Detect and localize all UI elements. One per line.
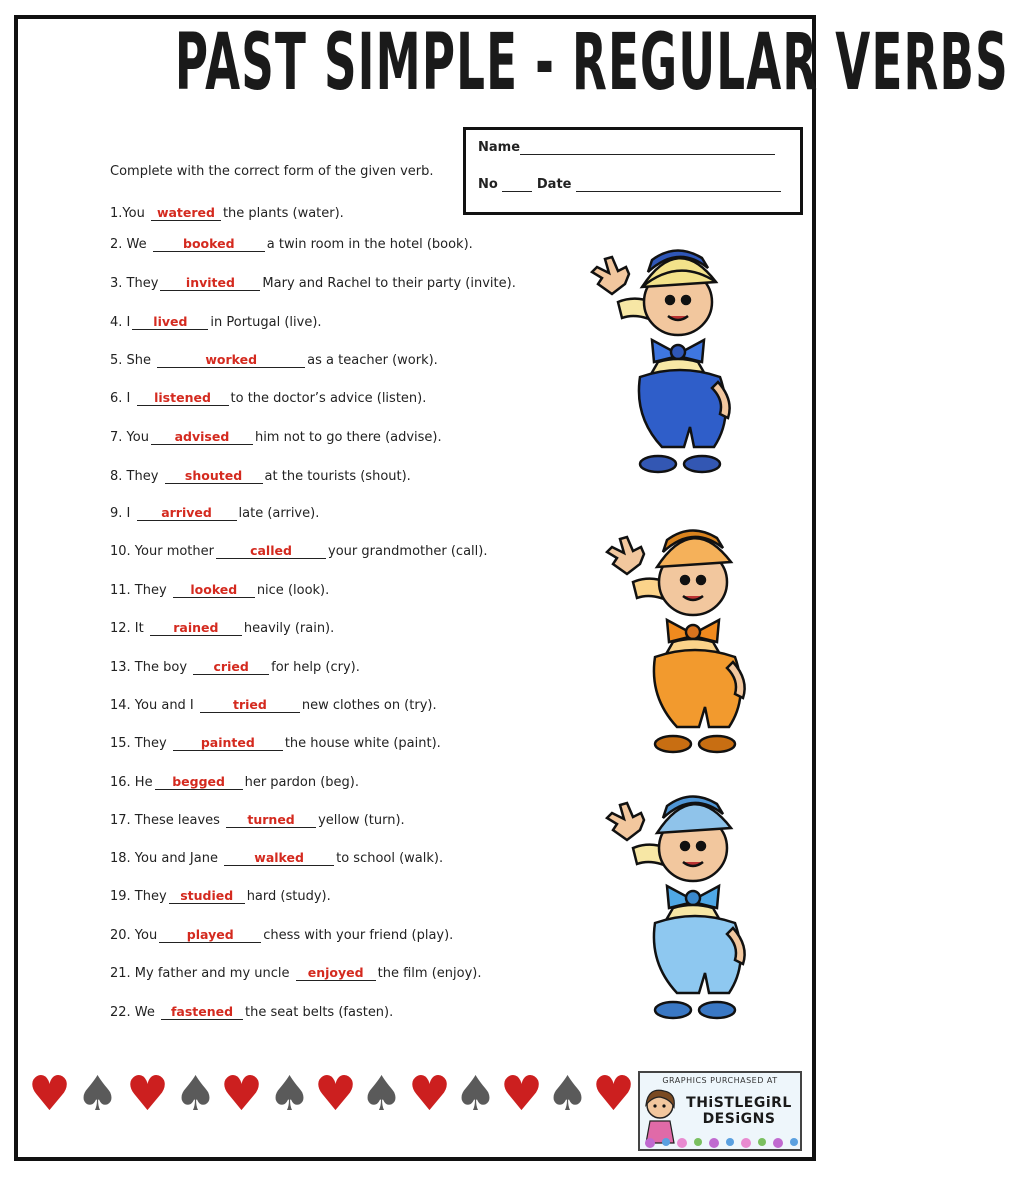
exercise-item xyxy=(110,735,441,753)
heart-icon: ♥ xyxy=(126,1066,170,1122)
exercise-prompt: 16. He xyxy=(110,775,153,790)
exercise-item xyxy=(110,697,437,715)
answer-blank[interactable]: played xyxy=(159,928,261,943)
spade-icon: ♠ xyxy=(76,1066,120,1122)
heart-icon: ♥ xyxy=(592,1066,636,1122)
exercise-item xyxy=(110,620,334,638)
boy-figure-lightblue xyxy=(605,778,760,1028)
exercise-remainder: the house white (paint). xyxy=(284,736,441,751)
exercise-prompt: 8. They xyxy=(110,469,163,484)
heart-icon: ♥ xyxy=(314,1066,358,1122)
exercise-prompt: 18. You and Jane xyxy=(110,851,223,866)
spade-icon: ♠ xyxy=(546,1066,590,1122)
name-field[interactable] xyxy=(520,142,775,155)
exercise-prompt: 10. Your mother xyxy=(110,544,214,559)
suits-border xyxy=(28,1066,638,1126)
exercise-item xyxy=(110,774,359,792)
boy-figure-blue xyxy=(590,232,745,482)
date-label: Date xyxy=(536,177,572,192)
exercise-prompt: 6. I xyxy=(110,391,135,406)
answer-blank[interactable]: looked xyxy=(173,583,255,598)
logo-text xyxy=(674,1095,804,1127)
answer-blank[interactable]: enjoyed xyxy=(296,966,376,981)
exercise-prompt: 12. It xyxy=(110,621,148,636)
answer-blank[interactable]: painted xyxy=(173,736,283,751)
answer-blank[interactable]: turned xyxy=(226,813,316,828)
answer-blank[interactable]: begged xyxy=(155,775,243,790)
exercise-prompt: 14. You and I xyxy=(110,698,198,713)
exercise-item xyxy=(110,314,322,332)
thistlegirl-logo xyxy=(638,1071,802,1151)
exercise-prompt: 4. I xyxy=(110,315,131,330)
flowers-icon xyxy=(640,1133,804,1149)
exercise-prompt: 2. We xyxy=(110,237,151,252)
exercise-item xyxy=(110,205,344,223)
exercise-prompt: 7. You xyxy=(110,430,149,445)
exercise-prompt: 5. She xyxy=(110,353,156,368)
exercise-item xyxy=(110,390,426,408)
answer-blank[interactable]: lived xyxy=(132,315,208,330)
no-field[interactable] xyxy=(502,179,532,192)
answer-blank[interactable]: tried xyxy=(200,698,300,713)
name-label: Name xyxy=(478,140,521,155)
exercise-remainder: him not to go there (advise). xyxy=(254,430,442,445)
exercise-item xyxy=(110,659,360,677)
exercise-remainder: chess with your friend (play). xyxy=(263,928,454,943)
exercise-prompt: 15. They xyxy=(110,736,171,751)
exercise-prompt: 22. We xyxy=(110,1005,160,1020)
answer-blank[interactable]: cried xyxy=(193,660,269,675)
exercise-item xyxy=(110,429,442,447)
exercise-prompt: 13. The boy xyxy=(110,660,192,675)
heart-icon: ♥ xyxy=(220,1066,264,1122)
exercise-remainder: heavily (rain). xyxy=(243,621,335,636)
exercise-prompt: 21. My father and my uncle xyxy=(110,966,294,981)
no-label: No xyxy=(478,177,498,192)
answer-blank[interactable]: shouted xyxy=(165,469,263,484)
exercise-prompt: 11. They xyxy=(110,583,171,598)
exercise-prompt: 9. I xyxy=(110,506,135,521)
exercise-remainder: new clothes on (try). xyxy=(301,698,437,713)
instructions: Complete with the correct form of the given verb. xyxy=(110,164,434,179)
answer-blank[interactable]: rained xyxy=(150,621,242,636)
heart-icon: ♥ xyxy=(408,1066,452,1122)
exercise-item xyxy=(110,236,473,254)
exercise-remainder: her pardon (beg). xyxy=(244,775,359,790)
answer-blank[interactable]: called xyxy=(216,544,326,559)
spade-icon: ♠ xyxy=(268,1066,312,1122)
page-title: PAST SIMPLE - REGULAR VERBS xyxy=(174,18,1009,108)
exercise-remainder: the plants (water). xyxy=(222,206,344,221)
exercise-remainder: as a teacher (work). xyxy=(307,353,438,368)
answer-blank[interactable]: fastened xyxy=(161,1005,243,1020)
boy-figure-orange xyxy=(605,512,760,762)
exercise-remainder: a twin room in the hotel (book). xyxy=(266,237,473,252)
logo-line-2: DESiGNS xyxy=(702,1111,776,1127)
exercise-remainder: to school (walk). xyxy=(336,851,444,866)
exercise-item xyxy=(110,505,319,523)
heart-icon: ♥ xyxy=(28,1066,72,1122)
logo-caption: GRAPHICS PURCHASED AT xyxy=(662,1076,778,1085)
exercise-item xyxy=(110,275,516,293)
exercise-remainder: at the tourists (shout). xyxy=(264,469,411,484)
exercise-remainder: to the doctor’s advice (listen). xyxy=(230,391,427,406)
spade-icon: ♠ xyxy=(360,1066,404,1122)
heart-icon: ♥ xyxy=(500,1066,544,1122)
answer-blank[interactable]: worked xyxy=(157,353,305,368)
exercise-item xyxy=(110,1004,393,1022)
exercise-remainder: late (arrive). xyxy=(238,506,320,521)
answer-blank[interactable]: listened xyxy=(137,391,229,406)
name-box xyxy=(463,127,803,215)
answer-blank[interactable]: booked xyxy=(153,237,265,252)
spade-icon: ♠ xyxy=(174,1066,218,1122)
exercise-item xyxy=(110,965,482,983)
exercise-prompt: 20. You xyxy=(110,928,158,943)
exercise-remainder: the seat belts (fasten). xyxy=(245,1005,394,1020)
exercise-item xyxy=(110,927,453,945)
answer-blank[interactable]: watered xyxy=(151,206,221,221)
exercise-remainder: the film (enjoy). xyxy=(377,966,482,981)
exercise-prompt: 1.You xyxy=(110,206,149,221)
exercise-prompt: 3. They xyxy=(110,276,159,291)
exercise-item xyxy=(110,812,405,830)
exercise-remainder: nice (look). xyxy=(256,583,330,598)
exercise-remainder: hard (study). xyxy=(246,889,331,904)
date-field[interactable] xyxy=(576,179,781,192)
spade-icon: ♠ xyxy=(454,1066,498,1122)
exercise-item xyxy=(110,888,331,906)
exercise-remainder: in Portugal (live). xyxy=(210,315,322,330)
exercise-remainder: your grandmother (call). xyxy=(328,544,488,559)
exercise-item xyxy=(110,850,443,868)
exercise-item xyxy=(110,468,411,486)
exercise-prompt: 19. They xyxy=(110,889,167,904)
answer-blank[interactable]: studied xyxy=(169,889,245,904)
answer-blank[interactable]: walked xyxy=(224,851,334,866)
exercise-remainder: Mary and Rachel to their party (invite). xyxy=(262,276,516,291)
exercise-remainder: yellow (turn). xyxy=(318,813,405,828)
answer-blank[interactable]: invited xyxy=(160,276,260,291)
exercise-item xyxy=(110,582,329,600)
exercise-remainder: for help (cry). xyxy=(271,660,360,675)
answer-blank[interactable]: arrived xyxy=(137,506,237,521)
exercise-item xyxy=(110,352,438,370)
exercise-item xyxy=(110,543,487,561)
logo-line-1: THiSTLEGiRL xyxy=(686,1095,792,1111)
exercise-prompt: 17. These leaves xyxy=(110,813,225,828)
answer-blank[interactable]: advised xyxy=(151,430,253,445)
